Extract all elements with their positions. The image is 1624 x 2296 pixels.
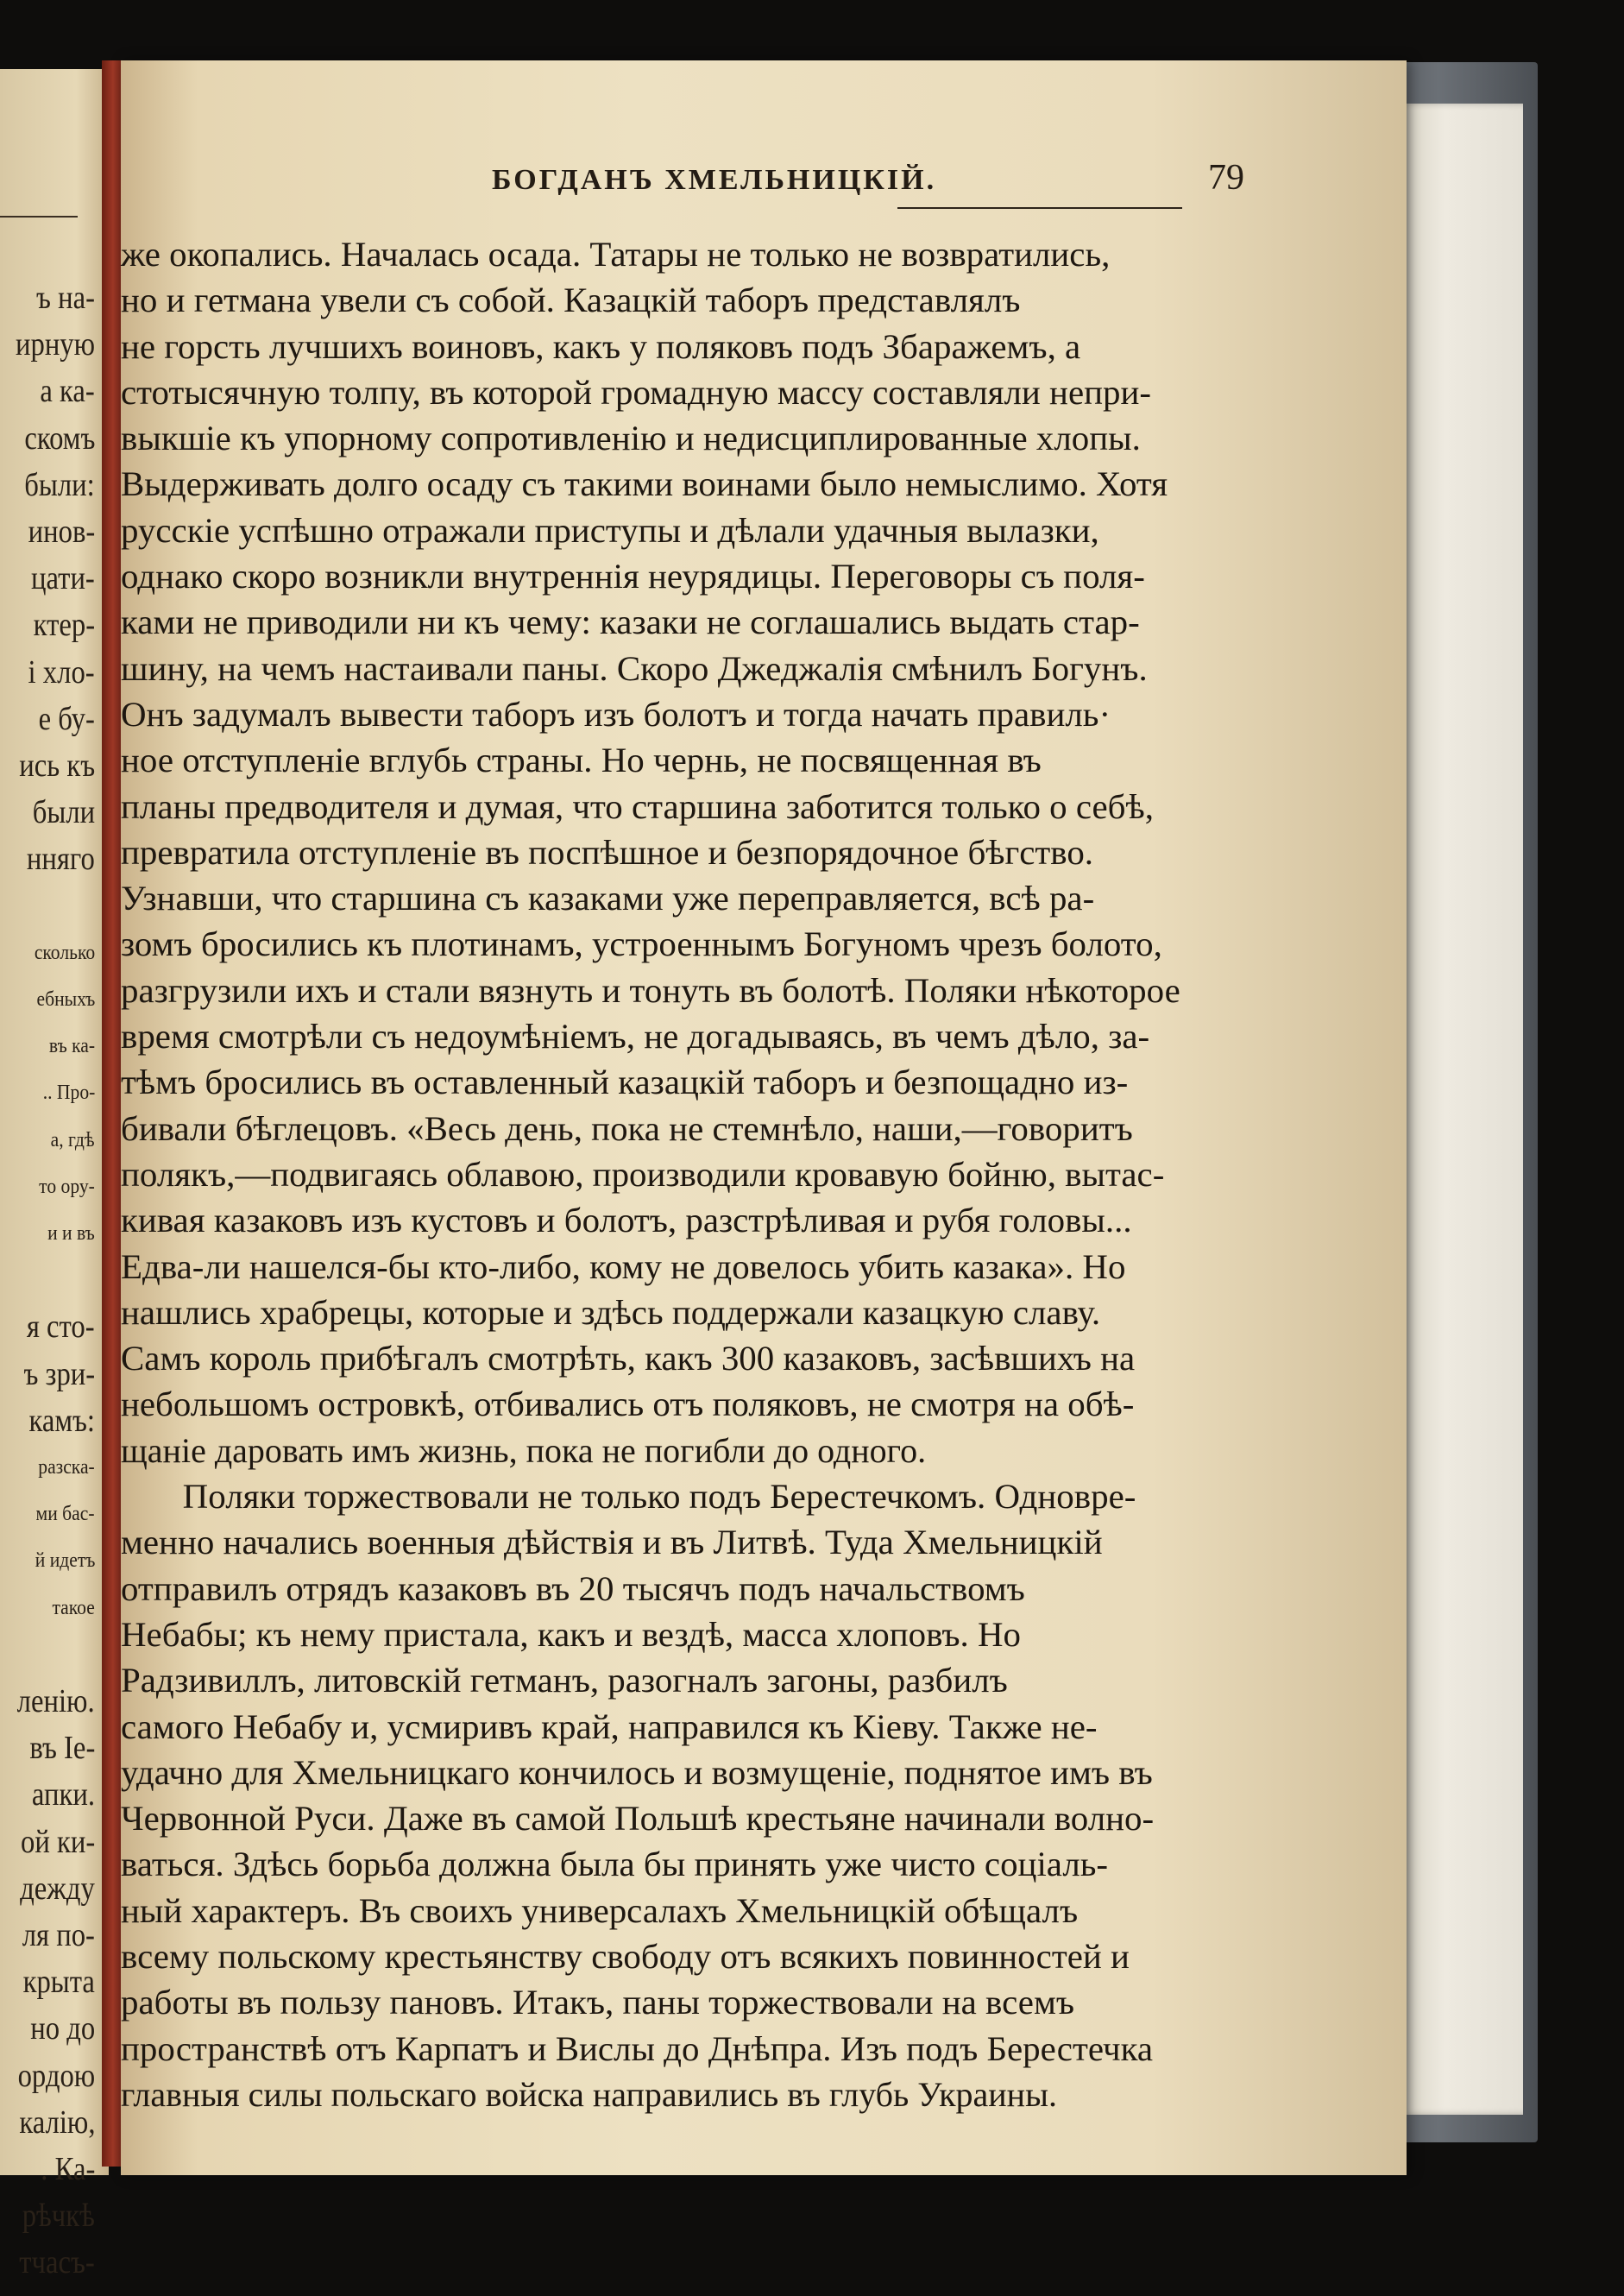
page-edges bbox=[1402, 104, 1523, 2115]
text-line: выкшіе къ упорному сопротивленію и недисциплированные хлопы. bbox=[121, 419, 1141, 458]
text-line: ваться. Здѣсь борьба должна была бы принять уже чисто соціаль- bbox=[121, 1845, 1109, 1884]
left-page-fragment-line: .. Про- bbox=[42, 1082, 95, 1105]
left-page-fragment-line: я сто- bbox=[27, 1309, 95, 1346]
text-line: бивали бѣглецовъ. «Весь день, пока не стемнѣло, наши,—говоритъ bbox=[121, 1108, 1133, 1148]
text-line: стотысячную толпу, въ которой громадную массу составляли непри- bbox=[121, 372, 1152, 412]
left-page-fragment-line: цати- bbox=[31, 560, 95, 597]
left-page-fragment-line: ирную bbox=[15, 326, 95, 363]
left-page-fragment-line: і хло- bbox=[28, 653, 95, 691]
left-page-fragment-line: ись къ bbox=[19, 747, 95, 784]
text-line: Онъ задумалъ вывести таборъ изъ болотъ и тогда начать правиль· bbox=[121, 694, 1111, 734]
text-line: тѣмъ бросились въ оставленный казацкій таборъ и безпощадно из- bbox=[121, 1063, 1129, 1102]
left-page-fragment-line: и и въ bbox=[47, 1222, 95, 1245]
left-page-fragment-line: ленію. bbox=[17, 1683, 95, 1719]
text-line: не горсть лучшихъ воиновъ, какъ у поляковъ подъ Збаражемъ, а bbox=[121, 326, 1081, 366]
left-page-fragment-line: е бу- bbox=[38, 700, 95, 737]
text-line: ное отступленіе вглубь страны. Но чернь, не посвященная въ bbox=[121, 741, 1042, 780]
left-page-fragment-line: нняго bbox=[27, 841, 95, 878]
left-page-fragment-line: такое bbox=[52, 1596, 95, 1619]
text-line: ный характеръ. Въ своихъ универсалахъ Хмельницкій обѣщалъ bbox=[121, 1890, 1079, 1930]
left-page-fragment-line: ъ на- bbox=[36, 280, 95, 316]
left-page-fragment-line: въ Іе- bbox=[29, 1730, 95, 1767]
running-title: БОГДАНЪ ХМЕЛЬНИЦКІЙ. bbox=[492, 164, 937, 196]
body-text bbox=[121, 231, 1260, 2117]
left-page-fragment-line: ми бас- bbox=[36, 1503, 95, 1526]
text-line: главныя силы польскаго войска направились въ глубь Украины. bbox=[121, 2074, 1057, 2114]
text-line: пространствѣ отъ Карпатъ и Вислы до Днѣпра. Изъ подъ Берестечка bbox=[121, 2028, 1153, 2068]
left-page-fragment-line: въ ка- bbox=[48, 1035, 95, 1058]
text-line: нашлись храбрецы, которые и здѣсь поддержали казацкую славу. bbox=[121, 1292, 1101, 1332]
text-line: Выдерживать долго осаду съ такими воинами было немыслимо. Хотя bbox=[121, 464, 1168, 504]
text-line: же окопались. Началась осада. Татары не только не возвратились, bbox=[121, 235, 1111, 274]
left-page-fragment-line: но до bbox=[30, 2010, 95, 2047]
left-page-fragment-line: сколько bbox=[34, 941, 95, 964]
text-line: всему польскому крестьянству свободу отъ всякихъ повинностей и bbox=[121, 1936, 1130, 1976]
text-line: Едва-ли нашелся-бы кто-либо, кому не довелось убить казака». Но bbox=[121, 1246, 1126, 1286]
left-page-fragment bbox=[0, 69, 109, 2281]
left-page-fragment-line: й идетъ bbox=[35, 1549, 95, 1573]
header-rule bbox=[897, 207, 1182, 209]
text-line: но и гетмана увели съ собой. Казацкій таборъ представлялъ bbox=[121, 281, 1021, 320]
text-line: небольшомъ островкѣ, отбивались отъ поляковъ, не смотря на обѣ- bbox=[121, 1385, 1135, 1424]
left-page-fragment-line: ля по- bbox=[22, 1917, 95, 1953]
left-page-fragment-line: были bbox=[32, 794, 95, 831]
left-page-fragment-line: апки. bbox=[31, 1776, 95, 1813]
text-line: однако скоро возникли внутреннія неурядицы. Переговоры съ поля- bbox=[121, 557, 1145, 596]
left-page-fragment-line: крыта bbox=[22, 1964, 95, 2001]
text-line: самого Небабу и, усмиривъ край, направился къ Кіеву. Также не- bbox=[121, 1706, 1098, 1746]
text-line: шину, на чемъ настаивали паны. Скоро Джеджалія смѣнилъ Богунъ. bbox=[121, 648, 1148, 688]
text-line: Червонной Руси. Даже въ самой Польшѣ крестьяне начинали волно- bbox=[121, 1799, 1155, 1839]
text-line: разгрузили ихъ и стали вязнуть и тонуть въ болотѣ. Поляки нѣкоторое bbox=[121, 970, 1180, 1010]
left-page-fragment-line: а ка- bbox=[40, 373, 95, 410]
left-header-rule bbox=[0, 216, 78, 218]
text-line: планы предводителя и думая, что старшина заботится только о себѣ, bbox=[121, 786, 1154, 826]
left-page-fragment-line: были: bbox=[24, 466, 95, 503]
left-page-fragment-line: а, гдѣ bbox=[51, 1128, 95, 1151]
book-page bbox=[121, 60, 1407, 2175]
text-line: отправилъ отрядъ казаковъ въ 20 тысячъ подъ начальствомъ bbox=[121, 1568, 1025, 1608]
text-line: время смотрѣли съ недоумѣніемъ, не догадываясь, въ чемъ дѣло, за- bbox=[121, 1017, 1150, 1057]
page-number: 79 bbox=[1208, 158, 1244, 198]
text-line: Поляки торжествовали не только подъ Берестечкомъ. Одновре- bbox=[182, 1477, 1136, 1517]
left-page-fragment-line: ебныхъ bbox=[36, 988, 95, 1011]
left-page-fragment-line: разска- bbox=[38, 1456, 95, 1479]
left-page-fragment-line: ордою bbox=[17, 2057, 95, 2094]
left-page-fragment-line: тчасъ- bbox=[19, 2244, 95, 2281]
text-line: полякъ,—подвигаясь облавою, производили кровавую бойню, вытас- bbox=[121, 1154, 1165, 1194]
text-line: Радзивиллъ, литовскій гетманъ, разогналъ загоны, разбилъ bbox=[121, 1661, 1008, 1700]
left-page-fragment-line: ктер- bbox=[33, 607, 95, 644]
left-page-fragment-line: дежду bbox=[20, 1870, 95, 1907]
left-page-fragment-line: инов- bbox=[28, 514, 95, 550]
text-line: зомъ бросились къ плотинамъ, устроеннымъ Богуномъ чрезъ болото, bbox=[121, 924, 1162, 964]
left-page-fragment-line: то ору- bbox=[39, 1175, 95, 1198]
text-line: превратила отступленіе въ поспѣшное и безпорядочное бѣгство. bbox=[121, 832, 1094, 872]
text-line: Небабы; къ нему пристала, какъ и вездѣ, масса хлоповъ. Но bbox=[121, 1614, 1022, 1654]
page-header bbox=[121, 157, 1407, 209]
text-line: удачно для Хмельницкаго кончилось и возмущеніе, поднятое имъ въ bbox=[121, 1752, 1153, 1792]
left-page-fragment-line: калію, bbox=[18, 2104, 95, 2141]
text-line: работы въ пользу пановъ. Итакъ, паны торжествовали на всемъ bbox=[121, 1983, 1074, 2022]
text-line: Узнавши, что старшина съ казаками уже переправляется, всѣ ра- bbox=[121, 879, 1095, 918]
left-page-fragment-line: скомъ bbox=[23, 419, 95, 457]
text-line: щаніе даровать имъ жизнь, пока не погибли до одного. bbox=[121, 1430, 927, 1470]
left-page-fragment-line: ъ зри- bbox=[23, 1355, 95, 1392]
text-line: русскіе успѣшно отражали приступы и дѣлали удачныя вылазки, bbox=[121, 510, 1099, 550]
left-page-fragment-line: камъ: bbox=[28, 1402, 95, 1439]
text-line: менно начались военныя дѣйствія и въ Литвѣ. Туда Хмельницкій bbox=[121, 1523, 1103, 1562]
text-line: Самъ король прибѣгалъ смотрѣть, какъ 300 казаковъ, засѣвшихъ на bbox=[121, 1339, 1136, 1378]
text-line: ками не приводили ни къ чему: казаки не соглашались выдать стар- bbox=[121, 602, 1140, 642]
left-page-fragment-line: . Ка- bbox=[40, 2151, 95, 2187]
text-line: кивая казаковъ изъ кустовъ и болотъ, разстрѣливая и рубя головы... bbox=[121, 1201, 1132, 1240]
left-page-fragment-line: рѣчкѣ bbox=[22, 2198, 95, 2235]
left-page-fragment-line: ой ки- bbox=[20, 1823, 95, 1860]
